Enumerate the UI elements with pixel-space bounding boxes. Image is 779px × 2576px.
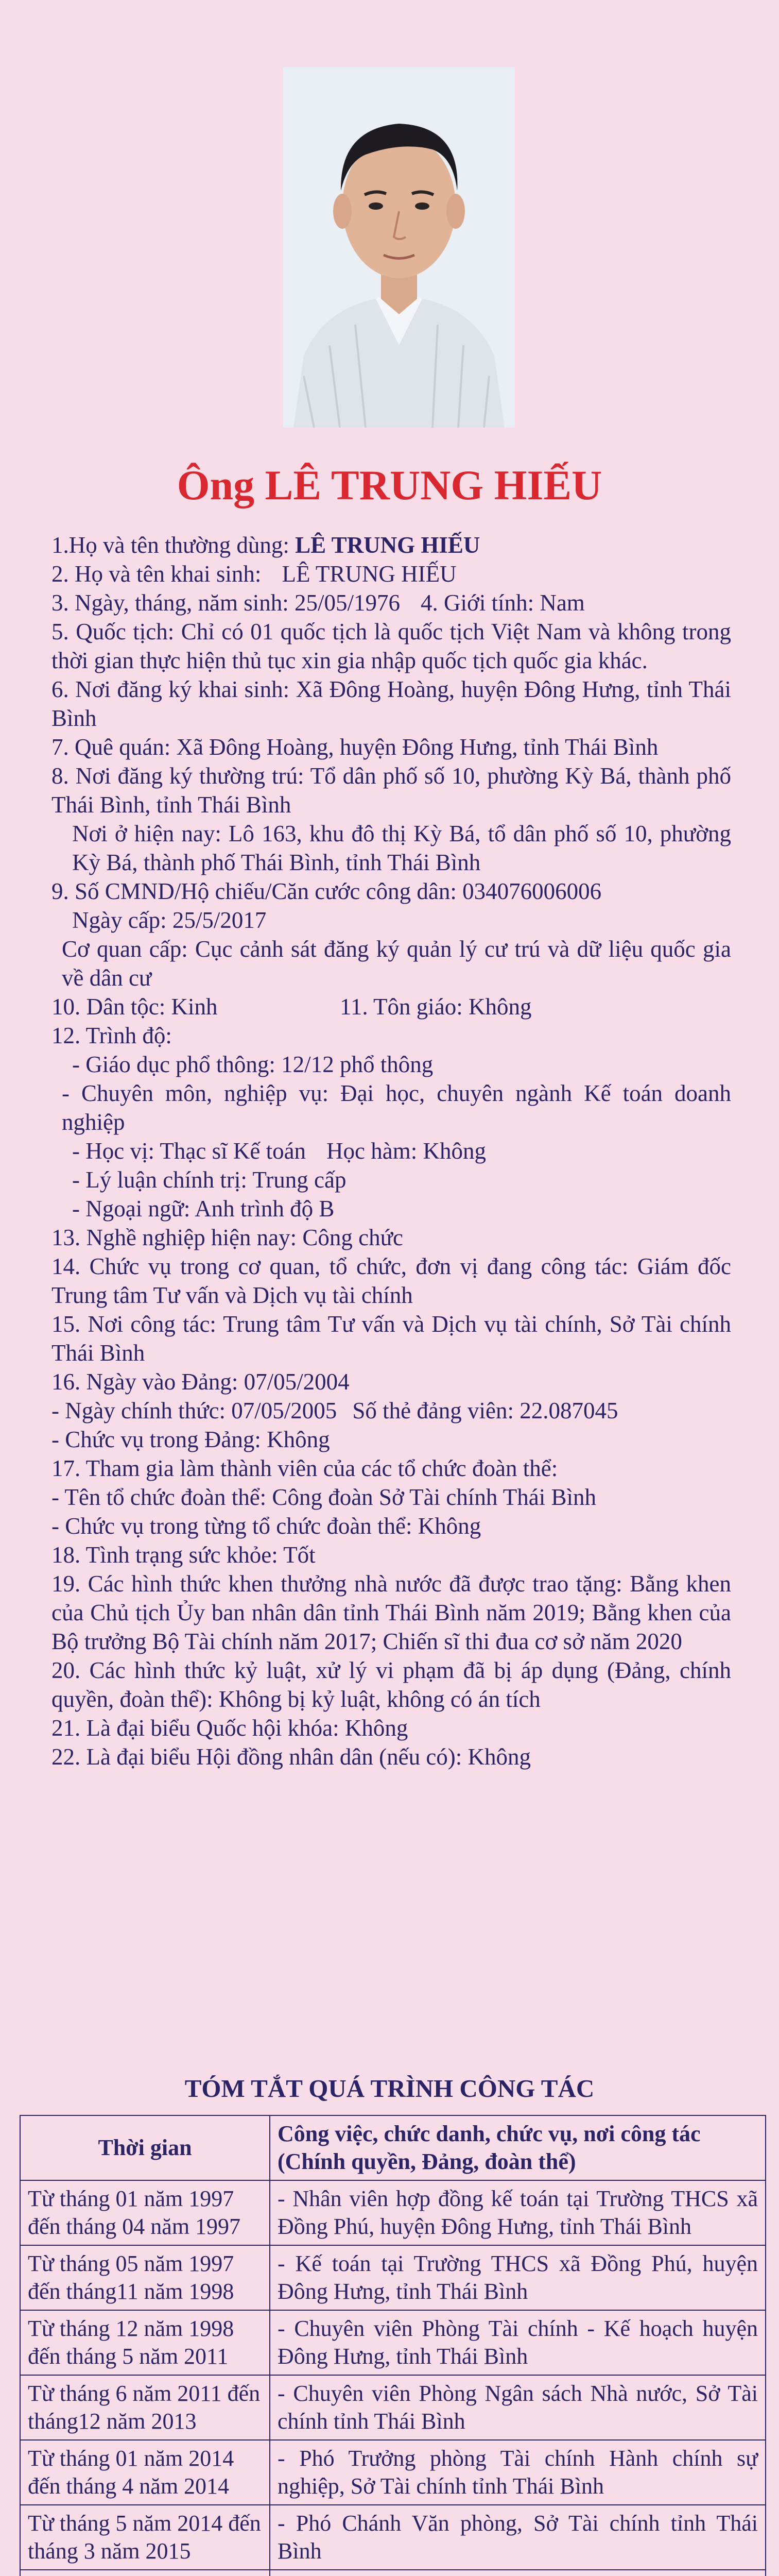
portrait-photo bbox=[283, 67, 515, 428]
work-history-table bbox=[20, 2115, 766, 2576]
row-description: - Chuyên viên Phòng Tài chính - Kế hoạch huyện Đông Hưng, tỉnh Thái Bình bbox=[270, 2310, 766, 2375]
profile-item-peoples-council: 22. Là đại biểu Hội đồng nhân dân (nếu có): Không bbox=[51, 1744, 531, 1770]
profile-item-birthdate-gender: 3. Ngày, tháng, năm sinh: 25/05/1976 4. Giới tính: Nam bbox=[51, 590, 585, 616]
profile-item-id-number: 9. Số CMND/Hộ chiếu/Căn cước công dân: 034076006006 bbox=[51, 878, 602, 904]
profile-item-organizations: 17. Tham gia làm thành viên của các tổ chức đoàn thể: bbox=[51, 1455, 558, 1481]
profile-item-ethnicity-religion: 10. Dân tộc: Kinh 11. Tôn giáo: Không bbox=[51, 994, 532, 1020]
profile-item-workplace: 15. Nơi công tác: Trung tâm Tư vấn và Dịch vụ tài chính, Sở Tài chính Thái Bình bbox=[51, 1311, 731, 1366]
row-time: Từ tháng 01 năm 1997 đến tháng 04 năm 1997 bbox=[20, 2180, 270, 2245]
profile-item-awards: 19. Các hình thức khen thưởng nhà nước đã được trao tặng: Bằng khen của Chủ tịch Ủy ban nhân dân tỉnh Thái Bình năm 2019; Bằng khen của Bộ trưởng Bộ Tài chính năm 2017; Chiến sĩ thi đua cơ sở năm 2020 bbox=[51, 1571, 731, 1654]
work-history-title: TÓM TẮT QUÁ TRÌNH CÔNG TÁC bbox=[184, 2074, 595, 2103]
profile-item-profession: - Chuyên môn, nghiệp vụ: Đại học, chuyên ngành Kế toán doanh nghiệp bbox=[62, 1080, 731, 1135]
table-row bbox=[20, 2440, 766, 2505]
profile-item-political-theory: - Lý luận chính trị: Trung cấp bbox=[72, 1167, 347, 1193]
profile-item-id-issue-date: Ngày cấp: 25/5/2017 bbox=[72, 907, 267, 933]
profile-item-current-residence: Nơi ở hiện nay: Lô 163, khu đô thị Kỳ Bá, tổ dân phố số 10, phường Kỳ Bá, thành phố Thái Bình, tỉnh Thái Bình bbox=[72, 821, 731, 875]
profile-details-list bbox=[51, 531, 731, 1771]
row-description: - Chuyên viên Phòng Ngân sách Nhà nước, Sở Tài chính tỉnh Thái Bình bbox=[270, 2375, 766, 2440]
profile-item-id-issuer: Cơ quan cấp: Cục cảnh sát đăng ký quản lý cư trú và dữ liệu quốc gia về dân cư bbox=[62, 936, 731, 991]
profile-item-health: 18. Tình trạng sức khỏe: Tốt bbox=[51, 1542, 316, 1568]
row-time bbox=[20, 2570, 270, 2576]
profile-item-position: 14. Chức vụ trong cơ quan, tổ chức, đơn vị đang công tác: Giám đốc Trung tâm Tư vấn và Dịch vụ tài chính bbox=[51, 1253, 731, 1308]
row-time: Từ tháng 01 năm 2014 đến tháng 4 năm 2014 bbox=[20, 2440, 270, 2505]
table-row bbox=[20, 2375, 766, 2440]
profile-item-party-position: - Chức vụ trong Đảng: Không bbox=[51, 1427, 330, 1452]
profile-item-organization-name: - Tên tổ chức đoàn thể: Công đoàn Sở Tài chính Thái Bình bbox=[51, 1484, 597, 1510]
work-history-header-row bbox=[20, 2115, 766, 2180]
table-row bbox=[20, 2310, 766, 2375]
row-time: Từ tháng 5 năm 2014 đến tháng 3 năm 2015 bbox=[20, 2505, 270, 2570]
table-row bbox=[20, 2570, 766, 2576]
row-description: - Kế toán tại Trường THCS xã Đồng Phú, huyện Đông Hưng, tỉnh Thái Bình bbox=[270, 2245, 766, 2310]
profile-item-nationality: 5. Quốc tịch: Chỉ có 01 quốc tịch là quốc tịch Việt Nam và không trong thời gian thực hiện thủ tục xin gia nhập quốc tịch quốc gia khác. bbox=[51, 619, 731, 673]
row-time: Từ tháng 6 năm 2011 đến tháng12 năm 2013 bbox=[20, 2375, 270, 2440]
table-row bbox=[20, 2180, 766, 2245]
column-header-time: Thời gian bbox=[20, 2115, 270, 2180]
row-time: Từ tháng 12 năm 1998 đến tháng 5 năm 2011 bbox=[20, 2310, 270, 2375]
profile-item-common-name: 1.Họ và tên thường dùng: LÊ TRUNG HIẾU bbox=[51, 532, 480, 558]
row-description: - Nhân viên hợp đồng kế toán tại Trường THCS xã Đồng Phú, huyện Đông Hưng, tỉnh Thái Bình bbox=[270, 2180, 766, 2245]
profile-item-permanent-residence: 8. Nơi đăng ký thường trú: Tổ dân phố số 10, phường Kỳ Bá, thành phố Thái Bình, tỉnh Thái Bình bbox=[51, 763, 731, 818]
row-description: - Phó Chánh Văn phòng, Sở Tài chính tỉnh Thái Bình bbox=[270, 2505, 766, 2570]
table-row bbox=[20, 2245, 766, 2310]
candidate-name-title: Ông LÊ TRUNG HIẾU bbox=[177, 462, 602, 509]
profile-item-party-official-date: - Ngày chính thức: 07/05/2005 Số thẻ đảng viên: 22.087045 bbox=[51, 1398, 618, 1423]
profile-item-discipline: 20. Các hình thức kỷ luật, xử lý vi phạm đã bị áp dụng (Đảng, chính quyền, đoàn thể): Không bị kỷ luật, không có án tích bbox=[51, 1657, 731, 1712]
profile-item-education: 12. Trình độ: bbox=[51, 1023, 172, 1048]
profile-item-party-join-date: 16. Ngày vào Đảng: 07/05/2004 bbox=[51, 1369, 350, 1395]
profile-item-degree: - Học vị: Thạc sĩ Kế toán Học hàm: Không bbox=[72, 1138, 486, 1164]
table-row bbox=[20, 2505, 766, 2570]
profile-item-organization-position: - Chức vụ trong từng tổ chức đoàn thể: Không bbox=[51, 1513, 481, 1539]
row-time: Từ tháng 05 năm 1997 đến tháng11 năm 1998 bbox=[20, 2245, 270, 2310]
column-header-description: Công việc, chức danh, chức vụ, nơi công tác (Chính quyền, Đảng, đoàn thể) bbox=[270, 2115, 766, 2180]
profile-item-hometown: 7. Quê quán: Xã Đông Hoàng, huyện Đông Hưng, tỉnh Thái Bình bbox=[51, 734, 659, 760]
row-description bbox=[270, 2570, 766, 2576]
profile-item-birth-registration: 6. Nơi đăng ký khai sinh: Xã Đông Hoàng, huyện Đông Hưng, tỉnh Thái Bình bbox=[51, 676, 731, 731]
profile-item-general-education: - Giáo dục phổ thông: 12/12 phổ thông bbox=[72, 1052, 434, 1077]
profile-item-national-assembly: 21. Là đại biểu Quốc hội khóa: Không bbox=[51, 1715, 408, 1741]
profile-item-foreign-language: - Ngoại ngữ: Anh trình độ B bbox=[72, 1196, 335, 1222]
profile-item-occupation: 13. Nghề nghiệp hiện nay: Công chức bbox=[51, 1225, 403, 1250]
row-description: - Phó Trưởng phòng Tài chính Hành chính sự nghiệp, Sở Tài chính tỉnh Thái Bình bbox=[270, 2440, 766, 2505]
profile-item-birth-name: 2. Họ và tên khai sinh: LÊ TRUNG HIẾU bbox=[51, 561, 457, 587]
